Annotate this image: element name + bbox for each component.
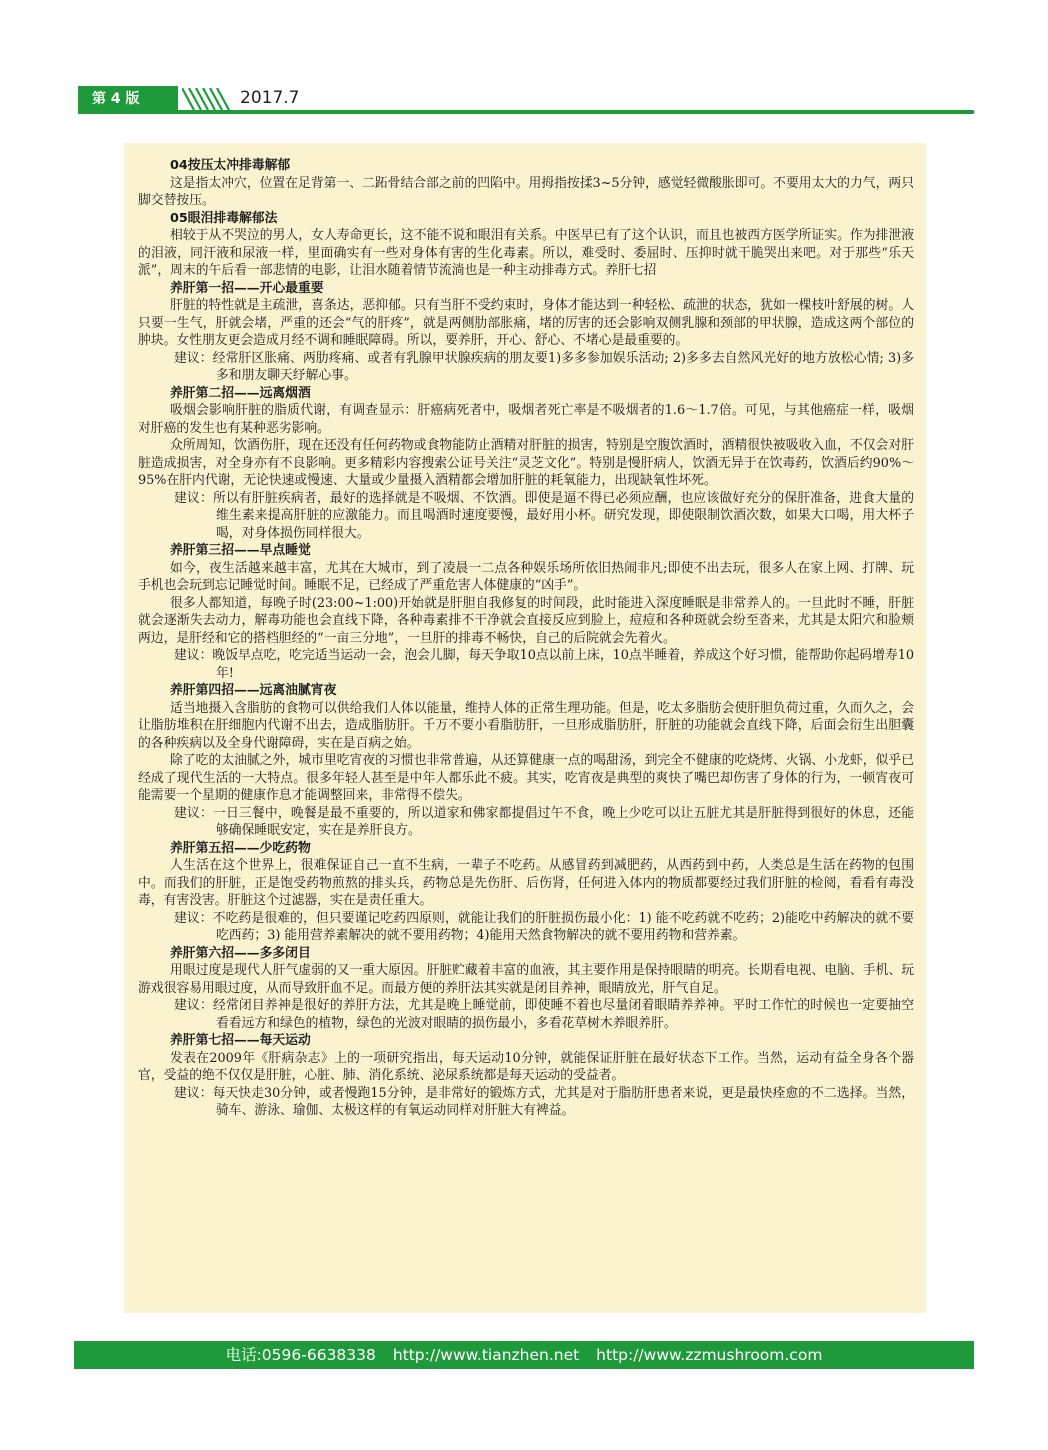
- section-heading: 养肝第一招——开心最重要: [170, 280, 324, 296]
- section-heading: 养肝第二招——远离烟酒: [170, 385, 311, 401]
- section-heading: 养肝第四招——远离油腻宵夜: [170, 683, 337, 698]
- advice-paragraph: 建议：不吃药是很难的，但只要谨记吃药四原则，就能让我们的肝脏损伤最小化：1) 能不吃药就不吃药；2)能吃中药解决的就不要吃西药；3) 能用营养素解决的就不要用药物；4)能用天然食物解决的就不要用药物和营养素。: [174, 910, 914, 943]
- body-paragraph: 肝脏的特性就是主疏泄，喜条达，恶抑郁。只有当肝不受约束时，身体才能达到一种轻松、疏泄的状态，犹如一棵枝叶舒展的树。人只要一生气，肝就会堵，严重的还会“气的肝疼”，就是两侧肋部胀痛，堵的厉害的还会影响双侧乳腺和颈部的甲状腺，造成这两个部位的肿块。女性朋友更会造成月经不调和睡眠障碍。所以，要养肝，开心、舒心、不堵心是最重要的。: [138, 298, 914, 348]
- body-paragraph: 很多人都知道，每晚子时(23:00~1:00)开始就是肝胆自我修复的时间段，此时能进入深度睡眠是非常养人的。一旦此时不睡，肝脏就会逐渐失去动力，解毒功能也会直线下降，各种毒素排不干净就会直接反应到脸上，痘痘和各种斑就会纷至沓来，尤其是太阳穴和脸颊两边，是肝经和它的搭档胆经的“一亩三分地”，一旦肝的排毒不畅快，自己的后院就会先着火。: [138, 595, 914, 646]
- header-rule: [78, 110, 974, 114]
- advice-paragraph: 建议：所以有肝脏疾病者，最好的选择就是不吸烟、不饮酒。即使是逼不得已必须应酬，也应该做好充分的保肝准备，进食大量的维生素来提高肝脏的应激能力。而且喝酒时速度要慢，最好用小杯。研究发现，即使限制饮酒次数，如果大口喝，用大杯子喝，对身体损伤同样很大。: [174, 490, 914, 541]
- body-paragraph: 吸烟会影响肝脏的脂质代谢，有调查显示：肝癌病死者中，吸烟者死亡率是不吸烟者的1.6～1.7倍。可见，与其他癌症一样，吸烟对肝癌的发生也有某种恶劣影响。: [138, 403, 914, 436]
- section-subheading: 04按压太冲排毒解郁: [170, 158, 291, 173]
- section-heading: 养肝第三招——早点睡觉: [170, 543, 311, 558]
- body-paragraph: 用眼过度是现代人肝气虚弱的又一重大原因。肝脏贮藏着丰富的血液，其主要作用是保持眼睛的明亮。长期看电视、电脑、手机、玩游戏很容易用眼过度，从而导致肝血不足。而最方便的养肝法其实就是闭目养神，眼睛放光，肝气自足。: [138, 963, 914, 996]
- section-heading: 养肝第六招——多多闭目: [170, 945, 311, 961]
- body-paragraph: 适当地摄入含脂肪的食物可以供给我们人体以能量，维持人体的正常生理功能。但是，吃太多脂肪会使肝胆负荷过重，久而久之，会让脂肪堆积在肝细胞内代谢不出去，造成脂肪肝。千万不要小看脂肪肝，一旦形成脂肪肝，肝脏的功能就会直线下降，后面会衍生出胆囊的各种疾病以及全身代谢障碍，实在是百病之始。: [138, 700, 914, 751]
- advice-paragraph: 建议：晚饭早点吃，吃完适当运动一会，泡会儿脚，每天争取10点以前上床，10点半睡着，养成这个好习惯，能帮助你起码增寿10年!: [174, 648, 914, 681]
- advice-paragraph: 建议：经常闭目养神是很好的养肝方法，尤其是晚上睡觉前，即使睡不着也尽量闭着眼睛养养神。平时工作忙的时候也一定要抽空看看远方和绿色的植物，绿色的光波对眼睛的损伤最小，多看花草树木养眼养肝。: [174, 998, 914, 1031]
- body-paragraph: 人生活在这个世界上，很难保证自己一直不生病，一辈子不吃药。从感冒药到减肥药，从西药到中药，人类总是生活在药物的包围中。而我们的肝脏，正是饱受药物煎熬的排头兵，药物总是先伤肝、后伤肾，任何进入体内的物质都要经过我们肝脏的检阅，看看有毒没毒，有害没害。肝脏这个过滤器，实在是责任重大。: [138, 858, 914, 908]
- section-heading: 养肝第五招——少吃药物: [170, 840, 311, 856]
- section-heading: 养肝第七招——每天运动: [170, 1033, 311, 1048]
- issue-label: 第 4 版: [78, 86, 178, 112]
- body-paragraph: 这是指太冲穴，位置在足背第一、二跖骨结合部之前的凹陷中。用拇指按揉3~5分钟，感觉轻微酸胀即可。不要用太大的力气，两只脚交替按压。: [138, 175, 914, 208]
- footer-phone: 电话:0596-6638338: [225, 1346, 376, 1364]
- advice-paragraph: 建议：一日三餐中，晚餐是最不重要的，所以道家和佛家都提倡过午不食，晚上少吃可以让五脏尤其是肝脏得到很好的休息，还能够确保睡眠安定，实在是养肝良方。: [174, 805, 914, 838]
- footer-url-zzmushroom: http://www.zzmushroom.com: [596, 1346, 823, 1364]
- body-paragraph: 相较于从不哭泣的男人，女人寿命更长，这不能不说和眼泪有关系。中医早已有了这个认识，而且也被西方医学所证实。作为排泄液的泪液，同汗液和尿液一样，里面确实有一些对身体有害的生化毒素。所以，难受时、委屈时、压抑时就干脆哭出来吧。对于那些“乐天派”，周末的午后看一部悲情的电影，让泪水随着情节流淌也是一种主动排毒方式。养肝七招: [138, 228, 914, 278]
- section-subheading: 05眼泪排毒解郁法: [170, 210, 278, 226]
- issue-date: 2017.7: [240, 88, 300, 108]
- body-paragraph: 除了吃的太油腻之外，城市里吃宵夜的习惯也非常普遍，从还算健康一点的喝甜汤，到完全不健康的吃烧烤、火锅、小龙虾，似乎已经成了现代生活的一大特点。很多年轻人甚至是中年人都乐此不疲。其实，吃宵夜是典型的爽快了嘴巴却伤害了身体的行为，一顿宵夜可能需要一个星期的健康作息才能调整回来，非常得不偿失。: [138, 753, 914, 803]
- page-header: [78, 86, 974, 116]
- footer-url-tianzhen: http://www.tianzhen.net: [392, 1346, 580, 1364]
- advice-paragraph: 建议：经常肝区胀痛、两肋疼痛、或者有乳腺甲状腺疾病的朋友要1)多多参加娱乐活动; 2)多多去自然风光好的地方放松心情; 3)多多和朋友聊天纾解心事。: [174, 350, 914, 383]
- body-paragraph: 众所周知，饮酒伤肝，现在还没有任何药物或食物能防止酒精对肝脏的损害，特别是空腹饮酒时，酒精很快被吸收入血，不仅会对肝脏造成损害，对全身亦有不良影响。更多精彩内容搜索公证号关注“灵芝文化”。特别是慢肝病人，饮酒无异于在饮毒药，饮酒后约90%～95%在肝内代谢，无论快速或慢速、大量或少量摄入酒精都会增加肝脏的耗氧能力，出现缺氧性坏死。: [138, 438, 914, 488]
- body-paragraph: 发表在2009年《肝病杂志》上的一项研究指出，每天运动10分钟，就能保证肝脏在最好状态下工作。当然，运动有益全身各个器官，受益的绝不仅仅是肝脏，心脏、肺、消化系统、泌尿系统都是每天运动的受益者。: [138, 1050, 914, 1083]
- page-footer: [74, 1341, 974, 1369]
- advice-paragraph: 建议：每天快走30分钟，或者慢跑15分钟，是非常好的锻炼方式，尤其是对于脂肪肝患者来说，更是最快痊愈的不二选择。当然，骑车、游泳、瑜伽、太极这样的有氧运动同样对肝脏大有裨益。: [174, 1085, 914, 1118]
- body-paragraph: 如今，夜生活越来越丰富，尤其在大城市，到了凌晨一二点各种娱乐场所依旧热闹非凡;即使不出去玩，很多人在家上网、打牌、玩手机也会玩到忘记睡觉时间。睡眠不足，已经成了严重危害人体健康的“凶手”。: [138, 560, 914, 593]
- article-body: [124, 143, 926, 1313]
